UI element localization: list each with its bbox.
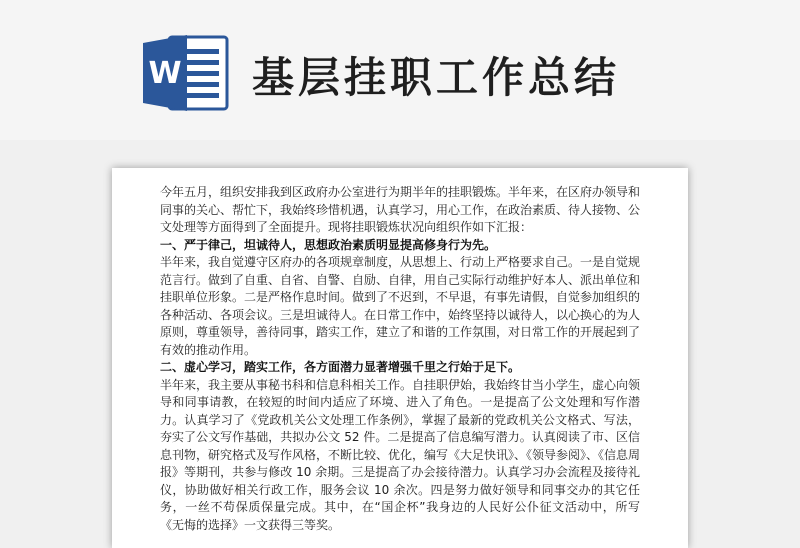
section-heading: 二、虚心学习，踏实工作，各方面潜力显著增强千里之行始于足下。 xyxy=(160,360,521,374)
word-icon xyxy=(141,31,229,115)
document-page xyxy=(112,168,688,548)
document-content xyxy=(160,184,640,534)
word-icon-graphic xyxy=(141,31,229,115)
header xyxy=(0,0,800,140)
body-paragraph: 半年来，我自觉遵守区府办的各项规章制度，从思想上、行动上严格要求自己。一是自觉规范言行。做到了自重、自省、自警、自励、自律，用自己实际行动维护好本人、派出单位和挂职单位形象。二是严格作息时间。做到了不迟到，不早退，有事先请假，自觉参加组织的各种活动、各项会议。三是坦诚待人。在日常工作中，始终坚持以诚待人，以心换心的为人原则，尊重领导，善待同事，踏实工作，建立了和谐的工作氛围，对日常工作的开展起到了有效的推动作用。 xyxy=(160,255,641,357)
page-title: 基层挂职工作总结 xyxy=(252,53,621,102)
word-icon-letter: W xyxy=(148,56,182,91)
body-paragraph: 今年五月，组织安排我到区政府办公室进行为期半年的挂职锻炼。半年来，在区府办领导和同事的关心、帮忙下，我始终珍惜机遇，认真学习，用心工作，在政治素质、待人接物、公文处理等方面得到了全面提升。现将挂职锻炼状况向组织作如下汇报： xyxy=(160,185,641,234)
section-heading: 一、严于律己，坦诚待人，思想政治素质明显提高修身行为先。 xyxy=(160,237,497,252)
body-paragraph: 半年来，我主要从事秘书科和信息科相关工作。自挂职伊始，我始终甘当小学生，虚心向领导和同事请教，在较短的时间内适应了环境、进入了角色。一是提高了公文处理和写作潜力。认真学习了《党政机关公文处理工作条例》，掌握了最新的党政机关公文格式、写法，夯实了公文写作基础，共拟办公文 52 件。二是提高了信息编写潜力。认真阅读了市、区信息刊物，研究格式及写作风格，不断比较、优化，编写《大足快讯》、《领导参阅》、《信息周报》等期刊，共参与修改 10 余期。三是提高了办会接待潜力。认真学习办会流程及接待礼仪，协助做好相关行政工作，服务会议 10 余次。四是努力做好领导和同事交办的其它任务，一丝不苟保质保量完成。其中，在“国企杯”我身边的人民好公仆征文活动中，所写《无悔的选择》一文获得三等奖。 xyxy=(160,377,641,532)
